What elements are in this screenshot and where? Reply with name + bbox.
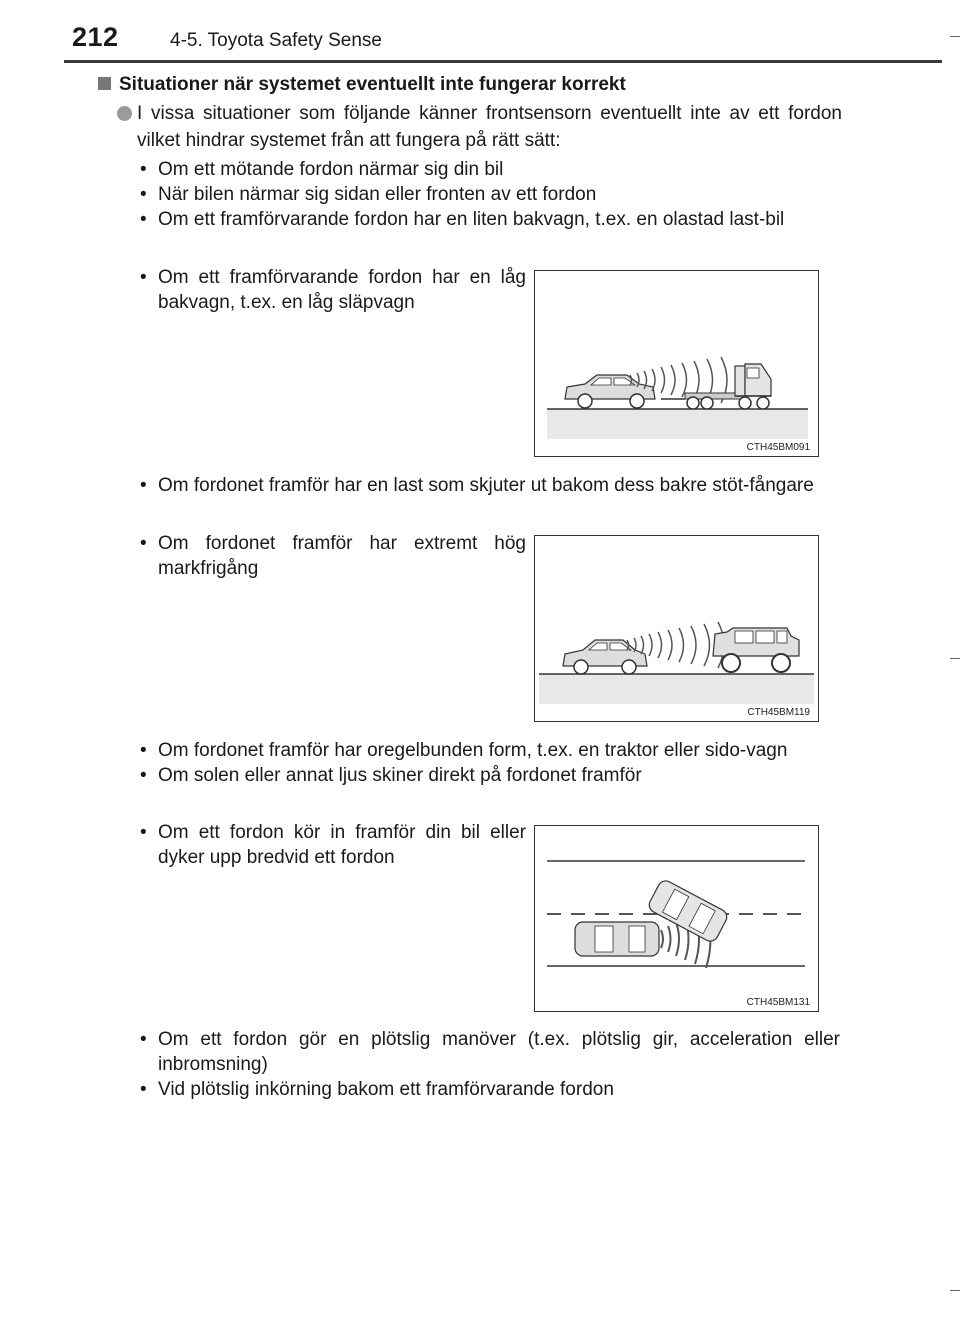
section-title: 4-5. Toyota Safety Sense — [170, 30, 382, 51]
list-item: • Om ett fordon kör in framför din bil eller dyker upp bredvid ett fordon — [140, 822, 526, 868]
list-item: • Om fordonet framför har oregelbunden form, t.ex. en traktor eller sido-vagn — [140, 740, 788, 761]
bullet-icon: • — [140, 184, 147, 205]
bullet-icon: • — [140, 765, 147, 786]
list-item: • Om fordonet framför har extremt hög markfrigång — [140, 533, 526, 579]
bullet-list-2 — [140, 473, 840, 498]
header-rule — [64, 60, 942, 63]
bullet-icon: • — [140, 1079, 147, 1100]
list-item: • Vid plötslig inkörning bakom ett framförvarande fordon — [140, 1079, 614, 1100]
heading-text: Situationer när systemet eventuellt inte fungerar korrekt — [119, 74, 626, 95]
bullet-list-1 — [140, 157, 840, 232]
bullet-icon: • — [140, 1029, 147, 1050]
bullet-icon: • — [140, 533, 147, 554]
bullet-list-3 — [140, 738, 840, 788]
list-item: • Om ett framförvarande fordon har en låg bakvagn, t.ex. en låg släpvagn — [140, 267, 526, 313]
high-clearance-illustration — [535, 536, 818, 721]
list-item: • Om ett mötande fordon närmar sig din bil — [140, 159, 504, 180]
intro-paragraph: I vissa situationer som följande känner frontsensorn eventuellt inte av ett fordon vilket hindrar systemet från att fungera på rätt sätt: — [137, 103, 842, 151]
list-item: • Om fordonet framför har en last som skjuter ut bakom dess bakre stöt-fångare — [140, 475, 814, 496]
bullet-icon: • — [140, 740, 147, 761]
bullet-icon: • — [140, 475, 147, 496]
crop-mark — [950, 1290, 960, 1291]
figure-caption: CTH45BM119 — [747, 707, 810, 718]
low-trailer-illustration — [535, 271, 818, 456]
list-item: • Om ett framförvarande fordon har en liten bakvagn, t.ex. en olastad last-bil — [140, 209, 785, 230]
list-item: • När bilen närmar sig sidan eller fronten av ett fordon — [140, 184, 597, 205]
page-number: 212 — [72, 22, 119, 52]
square-bullet-icon — [98, 77, 111, 90]
bullet-icon: • — [140, 159, 147, 180]
bullet-icon: • — [140, 209, 147, 230]
list-item: • Om ett fordon gör en plötslig manöver (t.ex. plötslig gir, acceleration eller inbromsning) — [140, 1029, 840, 1075]
bullet-icon: • — [140, 822, 147, 843]
list-item: • Om solen eller annat ljus skiner direkt på fordonet framför — [140, 765, 642, 786]
subsection-heading — [98, 74, 626, 96]
bullet-icon: • — [140, 267, 147, 288]
crop-mark — [950, 36, 960, 37]
cut-in-illustration — [535, 826, 818, 1011]
figure-caption: CTH45BM131 — [746, 997, 810, 1008]
figure-caption: CTH45BM091 — [746, 442, 810, 453]
bullet-list-4 — [140, 1027, 840, 1102]
figure-high-clearance — [534, 535, 819, 722]
crop-mark — [950, 658, 960, 659]
circle-bullet-icon — [117, 106, 132, 121]
figure-cut-in — [534, 825, 819, 1012]
figure-low-trailer — [534, 270, 819, 457]
